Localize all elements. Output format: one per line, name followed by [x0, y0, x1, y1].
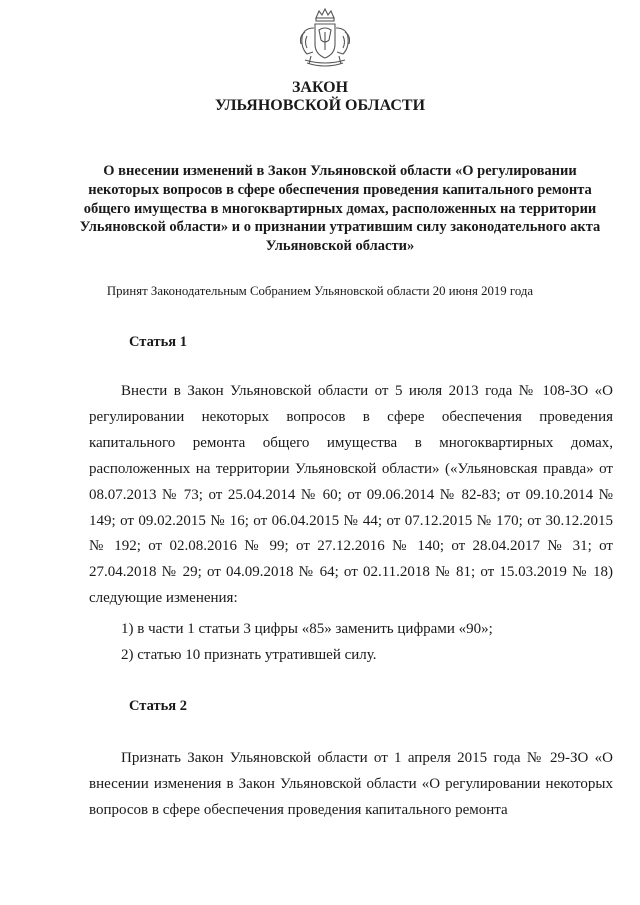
- article-2-heading: Статья 2: [129, 698, 187, 714]
- law-title-line1: ЗАКОН: [291, 79, 349, 96]
- coat-of-arms-icon: [295, 6, 355, 70]
- law-title-line2: УЛЬЯНОВСКОЙ ОБЛАСТИ: [214, 97, 426, 114]
- article-1-heading: Статья 1: [129, 334, 187, 350]
- article-2-text: Признать Закон Ульяновской области от 1 апреля 2015 года № 29-ЗО «О внесении изменения в Закон Ульяновской области «О регулировании некоторых вопросов в сфере обеспечения проведения капитального ремонта: [89, 750, 613, 818]
- adoption-note: Принят Законодательным Собранием Ульяновской области 20 июня 2019 года: [106, 284, 534, 298]
- article-1-item-1: 1) в части 1 статьи 3 цифры «85» заменить цифрами «90»;: [121, 621, 493, 637]
- article-1-item-2: 2) статью 10 признать утратившей силу.: [121, 647, 377, 663]
- article-1-text: Внести в Закон Ульяновской области от 5 июля 2013 года № 108-ЗО «О регулировании некоторых вопросов в сфере обеспечения проведения капитального ремонта общего имущества в многоквартирных домах, расположенных на территории Ульяновской области» («Ульяновская правда» от 08.07.2013 № 73; от 25.04.2014 № 60; от 09.06.2014 № 82-83; от 09.10.2014 № 149; от 09.02.2015 № 16; от 06.04.2015 № 44; от 07.12.2015 № 170; от 30.12.2015 № 192; от 02.08.2016 № 99; от 27.12.2016 № 140; от 28.04.2017 № 31; от 27.04.2018 № 29; от 04.09.2018 № 64; от 02.11.2018 № 81; от 15.03.2019 № 18) следующие изменения:: [89, 383, 613, 607]
- law-subject: О внесении изменений в Закон Ульяновской области «О регулировании некоторых вопросов в сфере обеспечения проведения капитального ремонта общего имущества в многоквартирных домах, расположенных на территории Ульяновской области» и о признании утратившим силу законодательного акта Ульяновской области»: [79, 163, 601, 255]
